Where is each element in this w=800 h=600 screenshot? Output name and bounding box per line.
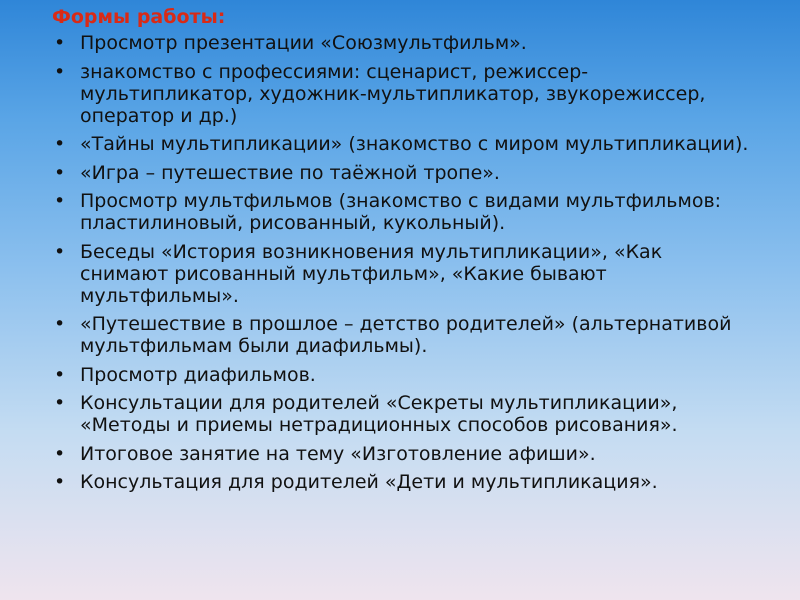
bullet-icon: • <box>54 313 66 335</box>
list-item-text: Консультация для родителей «Дети и мультипликация». <box>80 471 658 493</box>
list-item <box>50 32 750 54</box>
list-item <box>50 61 750 127</box>
bullet-icon: • <box>54 392 66 414</box>
bullet-icon: • <box>54 240 66 263</box>
list-item <box>50 392 750 436</box>
list-item-text: Просмотр мультфильмов (знакомство с видами мультфильмов: пластилиновый, рисованный, кукольный). <box>80 190 722 234</box>
bullet-icon: • <box>54 190 66 212</box>
bullet-icon: • <box>54 442 66 465</box>
list-item-text: «Игра – путешествие по таёжной тропе». <box>80 161 500 184</box>
bullet-icon: • <box>54 60 66 83</box>
list-item <box>50 364 750 386</box>
list-item <box>50 190 750 234</box>
slide-heading: Формы работы: <box>52 6 226 28</box>
bullet-icon: • <box>54 363 66 386</box>
list-item <box>50 471 750 493</box>
list-item-text: Итоговое занятие на тему «Изготовление афиши». <box>80 442 596 465</box>
list-item-text: «Путешествие в прошлое – детство родителей» (альтернативой мультфильмам были диафильмы). <box>80 313 732 357</box>
list-item-text: Просмотр диафильмов. <box>80 363 316 386</box>
list-item <box>50 162 750 184</box>
list-item-text: знакомство с профессиями: сценарист, режиссер-мультипликатор, художник-мультипликатор, звукорежиссер, оператор и др.) <box>80 60 706 127</box>
list-item-text: Беседы «История возникновения мультипликации», «Как снимают рисованный мультфильм», «Какие бывают мультфильмы». <box>80 240 663 307</box>
list-item <box>50 443 750 465</box>
bullet-list <box>50 32 750 493</box>
list-item <box>50 241 750 307</box>
list-item <box>50 313 750 357</box>
bullet-icon: • <box>54 161 66 184</box>
bullet-icon: • <box>54 471 66 493</box>
list-item-text: Консультации для родителей «Секреты мультипликации», «Методы и приемы нетрадиционных способов рисования». <box>80 392 678 436</box>
bullet-icon: • <box>54 133 66 155</box>
list-item-text: «Тайны мультипликации» (знакомство с миром мультипликации). <box>80 133 749 155</box>
bullet-icon: • <box>54 32 66 54</box>
list-item-text: Просмотр презентации «Союзмультфильм». <box>80 32 527 54</box>
list-item <box>50 133 750 155</box>
